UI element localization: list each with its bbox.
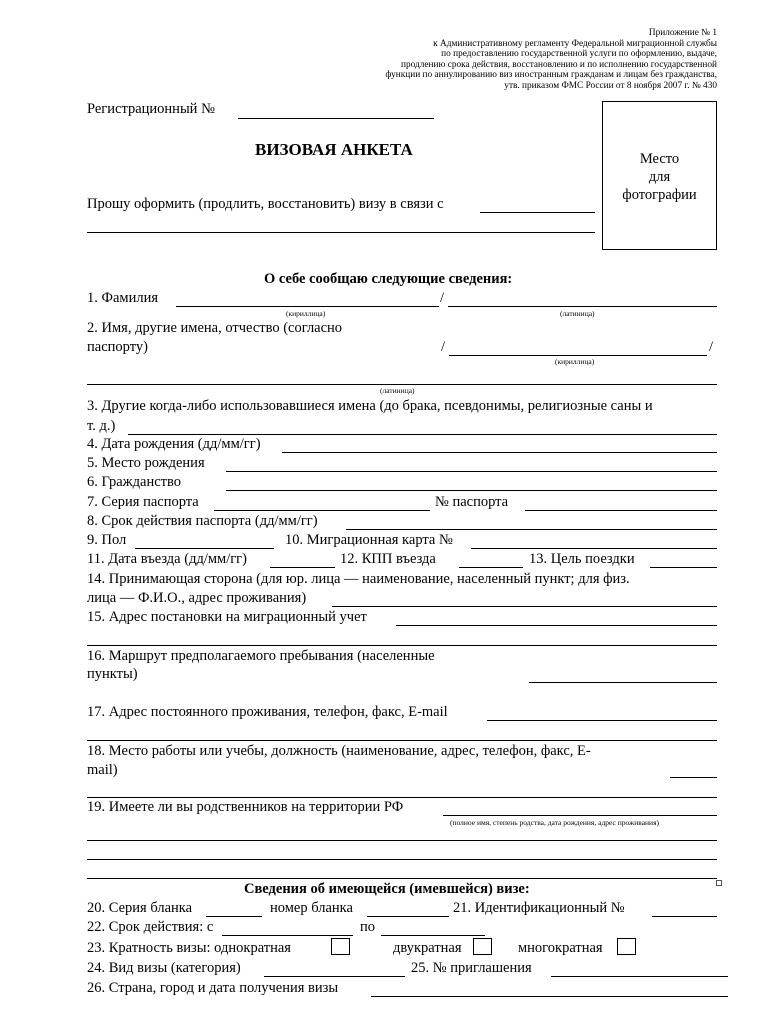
relatives-caption: (полное имя, степень родства, дата рождения, адрес проживания) bbox=[450, 818, 660, 827]
relatives-field-2[interactable] bbox=[87, 840, 717, 841]
visa-type-label: 24. Вид визы (категория) bbox=[87, 960, 241, 976]
registration-address-field[interactable] bbox=[396, 625, 717, 626]
latin-caption: (латиница) bbox=[560, 309, 595, 318]
birth-place-label: 5. Место рождения bbox=[87, 455, 205, 471]
slash-separator: / bbox=[440, 290, 445, 306]
surname-label: 1. Фамилия bbox=[87, 290, 158, 306]
birth-date-field[interactable] bbox=[282, 452, 717, 453]
registration-label: Регистрационный № bbox=[87, 101, 215, 117]
work-field-2[interactable] bbox=[87, 797, 717, 798]
birth-place-field[interactable] bbox=[226, 471, 717, 472]
registration-address-label: 15. Адрес постановки на миграционный учет bbox=[87, 609, 367, 625]
registration-field[interactable] bbox=[238, 118, 434, 119]
header-line: Приложение № 1 bbox=[648, 28, 717, 38]
photo-label: Место bbox=[639, 151, 680, 167]
host-field[interactable] bbox=[332, 606, 717, 607]
single-entry-checkbox[interactable] bbox=[331, 938, 350, 955]
page-title: ВИЗОВАЯ АНКЕТА bbox=[255, 140, 413, 159]
latin-caption: (латиница) bbox=[380, 386, 415, 395]
visa-section-heading: Сведения об имеющейся (имевшейся) визе: bbox=[244, 881, 530, 897]
migration-card-label: 10. Миграционная карта № bbox=[285, 532, 453, 548]
form-series-field[interactable] bbox=[206, 916, 262, 917]
request-reason-field-2[interactable] bbox=[87, 232, 595, 233]
validity-to-field[interactable] bbox=[381, 935, 485, 936]
relatives-field[interactable] bbox=[443, 815, 717, 816]
permanent-address-field-2[interactable] bbox=[87, 740, 717, 741]
form-number-field[interactable] bbox=[367, 916, 449, 917]
request-label: Прошу оформить (продлить, восстановить) визу в связи с bbox=[87, 196, 444, 212]
visa-issue-place-field[interactable] bbox=[371, 996, 728, 997]
multiplicity-label: 23. Кратность визы: однократная bbox=[87, 940, 291, 956]
appendix-header bbox=[385, 28, 717, 92]
slash-separator: / bbox=[441, 339, 446, 355]
permanent-address-field[interactable] bbox=[487, 720, 717, 721]
passport-series-label: 7. Серия паспорта bbox=[87, 494, 199, 510]
work-label: 18. Место работы или учебы, должность (наименование, адрес, телефон, факс, E- bbox=[87, 743, 591, 759]
checkpoint-field[interactable] bbox=[459, 567, 523, 568]
header-line: по предоставлению государственной услуги по оформлению, выдаче, bbox=[441, 49, 717, 60]
permanent-address-label: 17. Адрес постоянного проживания, телефон, факс, E-mail bbox=[87, 704, 448, 720]
double-entry-label: двукратная bbox=[393, 940, 462, 956]
photo-label: для bbox=[648, 169, 671, 185]
given-names-latin-field[interactable] bbox=[87, 384, 717, 385]
relatives-label: 19. Имеете ли вы родственников на территории РФ bbox=[87, 799, 404, 815]
other-names-label-2: т. д.) bbox=[87, 418, 116, 434]
citizenship-label: 6. Гражданство bbox=[87, 474, 182, 490]
citizenship-field[interactable] bbox=[226, 490, 717, 491]
route-label-2: пункты) bbox=[87, 666, 138, 682]
route-label: 16. Маршрут предполагаемого пребывания (населенные bbox=[87, 648, 435, 664]
intro-heading: О себе сообщаю следующие сведения: bbox=[264, 271, 513, 287]
form-series-label: 20. Серия бланка bbox=[87, 900, 193, 916]
invitation-number-label: 25. № приглашения bbox=[411, 960, 532, 976]
validity-to-label: по bbox=[360, 919, 376, 935]
trip-purpose-field[interactable] bbox=[650, 567, 717, 568]
host-label-2: лица — Ф.И.О., адрес проживания) bbox=[87, 590, 307, 606]
checkpoint-label: 12. КПП въезда bbox=[340, 551, 436, 567]
form-number-label: номер бланка bbox=[270, 900, 353, 916]
identification-number-field[interactable] bbox=[652, 916, 717, 917]
header-line: функции по аннулированию виз иностранным гражданам и лицам без гражданства, bbox=[385, 70, 717, 81]
trip-purpose-label: 13. Цель поездки bbox=[529, 551, 635, 567]
entry-date-label: 11. Дата въезда (дд/мм/гг) bbox=[87, 551, 247, 567]
cyrillic-caption: (кириллица) bbox=[555, 357, 595, 366]
photo-placeholder bbox=[602, 101, 717, 250]
visa-issue-place-label: 26. Страна, город и дата получения визы bbox=[87, 980, 339, 996]
visa-type-field[interactable] bbox=[264, 976, 405, 977]
passport-series-field[interactable] bbox=[214, 510, 430, 511]
passport-number-field[interactable] bbox=[525, 510, 717, 511]
entry-date-field[interactable] bbox=[270, 567, 335, 568]
header-line: утв. приказом ФМС России от 8 ноября 2007 г. № 430 bbox=[504, 80, 717, 91]
given-names-cyrillic-field[interactable] bbox=[449, 355, 707, 356]
work-label-2: mail) bbox=[87, 762, 118, 778]
passport-number-label: № паспорта bbox=[435, 494, 509, 510]
header-line: продлению срока действия, восстановлению и по исполнению государственной bbox=[401, 59, 717, 70]
request-reason-field[interactable] bbox=[480, 212, 595, 213]
multiple-entry-label: многократная bbox=[518, 940, 603, 956]
photo-label: фотографии bbox=[622, 187, 697, 203]
invitation-number-field[interactable] bbox=[551, 976, 728, 977]
surname-cyrillic-field[interactable] bbox=[176, 306, 439, 307]
route-field[interactable] bbox=[529, 682, 717, 683]
given-names-label: 2. Имя, другие имена, отчество (согласно bbox=[87, 320, 343, 336]
host-label: 14. Принимающая сторона (для юр. лица — наименование, населенный пункт; для физ. bbox=[87, 571, 630, 587]
slash-separator: / bbox=[709, 339, 714, 355]
passport-validity-field[interactable] bbox=[346, 529, 717, 530]
multiple-entry-checkbox[interactable] bbox=[617, 938, 636, 955]
resize-handle bbox=[716, 880, 722, 886]
header-line: к Административному регламенту Федеральной миграционной службы bbox=[433, 38, 717, 49]
other-names-label: 3. Другие когда-либо использовавшиеся имена (до брака, псевдонимы, религиозные саны и bbox=[87, 398, 653, 414]
passport-validity-label: 8. Срок действия паспорта (дд/мм/гг) bbox=[87, 513, 318, 529]
cyrillic-caption: (кириллица) bbox=[286, 309, 326, 318]
relatives-field-4[interactable] bbox=[87, 878, 717, 879]
validity-from-field[interactable] bbox=[222, 935, 353, 936]
registration-address-field-2[interactable] bbox=[87, 645, 717, 646]
sex-label: 9. Пол bbox=[87, 532, 127, 548]
double-entry-checkbox[interactable] bbox=[473, 938, 492, 955]
migration-card-field[interactable] bbox=[471, 548, 717, 549]
work-field[interactable] bbox=[670, 777, 717, 778]
birth-date-label: 4. Дата рождения (дд/мм/гг) bbox=[87, 436, 261, 452]
validity-from-label: 22. Срок действия: с bbox=[87, 919, 214, 935]
relatives-field-3[interactable] bbox=[87, 859, 717, 860]
other-names-field[interactable] bbox=[128, 434, 717, 435]
sex-field[interactable] bbox=[135, 548, 274, 549]
surname-latin-field[interactable] bbox=[448, 306, 717, 307]
identification-number-label: 21. Идентификационный № bbox=[453, 900, 625, 916]
given-names-label-2: паспорту) bbox=[87, 339, 148, 355]
